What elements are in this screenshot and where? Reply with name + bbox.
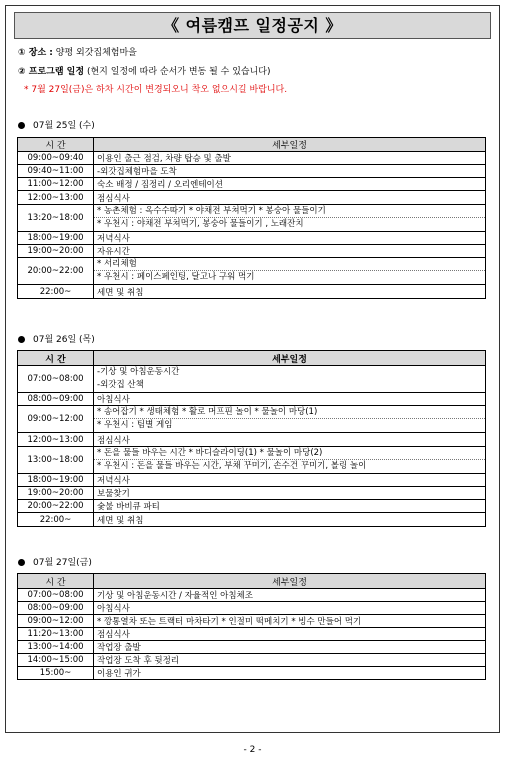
time-cell: 22:00~	[18, 285, 94, 299]
detail-cell: 저녁식사	[94, 474, 486, 487]
time-cell: 09:00~09:40	[18, 152, 94, 165]
day-date: 07월 27일(금)	[33, 558, 92, 568]
time-cell: 09:00~12:00	[18, 406, 94, 433]
time-cell: 18:00~19:00	[18, 232, 94, 245]
time-cell: 15:00~	[18, 667, 94, 680]
time-cell: 12:00~13:00	[18, 433, 94, 447]
detail-cell: 숙소 배정 / 짐정리 / 오리엔테이션	[94, 178, 486, 191]
table-row	[18, 654, 486, 667]
table-row	[18, 628, 486, 641]
place-value: 양평 외갓집체험마을	[55, 48, 137, 58]
detail-cell: 기상 및 아침운동시간 / 자율적인 아침체조	[94, 589, 486, 602]
header-detail: 세부일정	[94, 351, 486, 366]
detail-line: * 우천시 : 야채전 부쳐먹기, 봉숭아 물들이기 , 노래잔치	[97, 219, 304, 229]
schedule-table	[17, 137, 486, 299]
detail-cell: -외갓집체험마을 도착	[94, 165, 486, 178]
detail-cell: 점심식사	[94, 433, 486, 447]
detail-cell	[94, 406, 486, 433]
detail-cell	[94, 447, 486, 474]
time-cell: 09:00~12:00	[18, 615, 94, 628]
table-row	[18, 641, 486, 654]
info-place	[18, 47, 137, 59]
table-row	[18, 487, 486, 500]
time-cell: 09:40~11:00	[18, 165, 94, 178]
time-cell: 19:00~20:00	[18, 487, 94, 500]
detail-cell: 세면 및 취침	[94, 285, 486, 299]
detail-cell: 세면 및 취침	[94, 513, 486, 527]
table-row	[18, 474, 486, 487]
time-cell: 13:20~18:00	[18, 205, 94, 232]
time-cell: 11:20~13:00	[18, 628, 94, 641]
schedule-table	[17, 350, 486, 527]
detail-cell: 저녁식사	[94, 232, 486, 245]
detail-line: * 우천시 : 페이스페인팅, 달고나 구워 먹기	[97, 272, 255, 282]
table-row	[18, 406, 486, 433]
time-cell: 20:00~22:00	[18, 258, 94, 285]
time-cell: 13:00~18:00	[18, 447, 94, 474]
notice-text: * 7월 27일(금)은 하차 시간이 변경되오니 착오 없으시길 바랍니다.	[24, 85, 288, 95]
detail-cell: 점심식사	[94, 191, 486, 205]
info-program	[18, 66, 270, 78]
table-row	[18, 178, 486, 191]
time-cell: 13:00~14:00	[18, 641, 94, 654]
detail-cell: 이용인 출근 점검, 차량 탑승 및 출발	[94, 152, 486, 165]
table-row	[18, 500, 486, 513]
table-row	[18, 433, 486, 447]
day-date: 07월 26일 (목)	[33, 335, 95, 345]
table-row	[18, 513, 486, 527]
detail-cell	[94, 205, 486, 232]
table-row	[18, 589, 486, 602]
detail-line: * 송어잡기 * 생태체험 * 활로 머프핀 놀이 * 물놀이 마당(1)	[94, 406, 485, 419]
detail-cell: 작업장 출발	[94, 641, 486, 654]
time-cell: 07:00~08:00	[18, 366, 94, 393]
day-heading	[18, 120, 95, 132]
time-cell: 07:00~08:00	[18, 589, 94, 602]
place-label: ① 장소 :	[18, 48, 53, 58]
page-number: - 2 -	[243, 745, 262, 755]
detail-line: -기상 및 아침운동시간	[97, 367, 180, 377]
time-cell: 12:00~13:00	[18, 191, 94, 205]
detail-cell	[94, 258, 486, 285]
detail-cell: 보물찾기	[94, 487, 486, 500]
table-row	[18, 152, 486, 165]
detail-line: -외갓집 산책	[97, 380, 144, 390]
detail-cell: 아침식사	[94, 602, 486, 615]
detail-line: * 농촌체험 : 옥수수따기 * 야채전 부쳐먹기 * 봉숭아 물들이기	[94, 205, 485, 218]
detail-cell	[94, 366, 486, 393]
table-row	[18, 232, 486, 245]
table-row	[18, 615, 486, 628]
table-row	[18, 245, 486, 258]
time-cell: 19:00~20:00	[18, 245, 94, 258]
time-cell: 18:00~19:00	[18, 474, 94, 487]
detail-line: * 우천시 : 돈을 물들 바우는 시간, 부채 꾸미기, 손수건 꾸미기, 볼링 놀이	[97, 461, 367, 471]
detail-cell: 아침식사	[94, 393, 486, 406]
table-row	[18, 602, 486, 615]
time-cell: 08:00~09:00	[18, 602, 94, 615]
time-cell: 22:00~	[18, 513, 94, 527]
time-cell: 08:00~09:00	[18, 393, 94, 406]
table-row	[18, 285, 486, 299]
table-row	[18, 191, 486, 205]
day-heading	[18, 557, 92, 569]
detail-line: * 우천시 : 팀별 게임	[97, 420, 173, 430]
bullet-icon	[18, 122, 25, 129]
program-label: ② 프로그램 일정	[18, 67, 85, 77]
bullet-icon	[18, 559, 25, 566]
detail-cell: 점심식사	[94, 628, 486, 641]
header-detail: 세부일정	[94, 574, 486, 589]
bullet-icon	[18, 336, 25, 343]
time-cell: 20:00~22:00	[18, 500, 94, 513]
detail-cell: 자유시간	[94, 245, 486, 258]
schedule-table	[17, 573, 486, 680]
header-time: 시 간	[18, 574, 94, 589]
detail-cell: 숯불 바비큐 파티	[94, 500, 486, 513]
header-time: 시 간	[18, 138, 94, 152]
time-cell: 14:00~15:00	[18, 654, 94, 667]
table-row	[18, 667, 486, 680]
detail-cell: 이용인 귀가	[94, 667, 486, 680]
time-cell: 11:00~12:00	[18, 178, 94, 191]
table-row	[18, 258, 486, 285]
table-row	[18, 205, 486, 232]
detail-cell: 작업장 도착 후 뒷정리	[94, 654, 486, 667]
day-heading	[18, 334, 95, 346]
detail-line: * 서리체험	[94, 258, 485, 271]
table-row	[18, 393, 486, 406]
page-title: 《 여름캠프 일정공지 》	[14, 12, 491, 39]
header-detail: 세부일정	[94, 138, 486, 152]
day-date: 07월 25일 (수)	[33, 121, 95, 131]
detail-line: * 돈을 물들 바우는 시간 * 바디슬라이딩(1) * 물놀이 마당(2)	[94, 447, 485, 460]
program-note: (현지 일정에 따라 순서가 변동 될 수 있습니다)	[86, 67, 271, 77]
table-row	[18, 165, 486, 178]
table-row	[18, 447, 486, 474]
detail-cell: * 깡통열차 또는 트랙터 마차타기 * 인절미 떡메치기 * 빙수 만들어 먹기	[94, 615, 486, 628]
header-time: 시 간	[18, 351, 94, 366]
table-row	[18, 366, 486, 393]
